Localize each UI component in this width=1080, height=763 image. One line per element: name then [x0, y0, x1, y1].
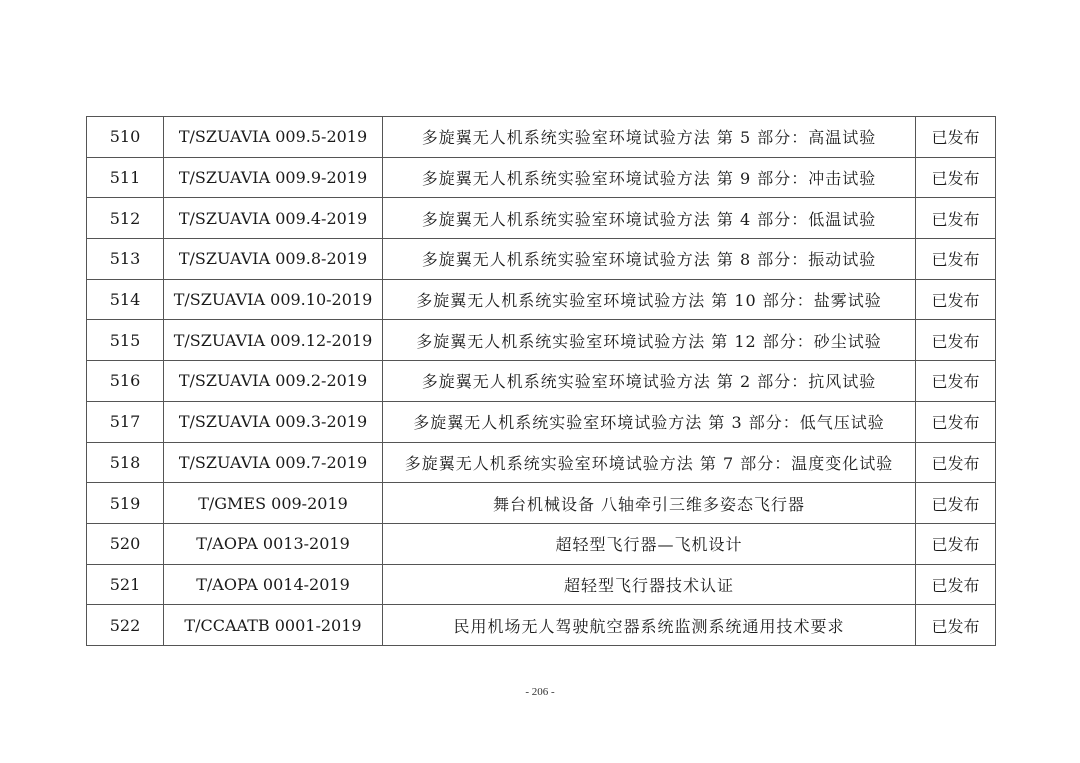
standard-title: 民用机场无人驾驶航空器系统监测系统通用技术要求	[383, 605, 916, 646]
standard-title: 多旋翼无人机系统实验室环境试验方法 第 7 部分：温度变化试验	[383, 442, 916, 483]
table-row	[87, 279, 996, 320]
row-number: 520	[87, 523, 164, 564]
row-number: 514	[87, 279, 164, 320]
status-cell: 已发布	[916, 361, 996, 402]
status-cell: 已发布	[916, 483, 996, 524]
standard-title: 多旋翼无人机系统实验室环境试验方法 第 9 部分：冲击试验	[383, 157, 916, 198]
standard-code: T/SZUAVIA 009.8-2019	[164, 239, 383, 280]
status-cell: 已发布	[916, 442, 996, 483]
standard-title: 多旋翼无人机系统实验室环境试验方法 第 2 部分：抗风试验	[383, 361, 916, 402]
status-cell: 已发布	[916, 523, 996, 564]
standard-code: T/AOPA 0014-2019	[164, 564, 383, 605]
standard-code: T/AOPA 0013-2019	[164, 523, 383, 564]
standards-table-body	[87, 117, 996, 646]
row-number: 513	[87, 239, 164, 280]
standard-title: 舞台机械设备 八轴牵引三维多姿态飞行器	[383, 483, 916, 524]
table-row	[87, 239, 996, 280]
status-cell: 已发布	[916, 320, 996, 361]
standard-code: T/SZUAVIA 009.2-2019	[164, 361, 383, 402]
table-row	[87, 157, 996, 198]
standard-code: T/SZUAVIA 009.9-2019	[164, 157, 383, 198]
table-row	[87, 605, 996, 646]
row-number: 519	[87, 483, 164, 524]
standard-title: 多旋翼无人机系统实验室环境试验方法 第 4 部分：低温试验	[383, 198, 916, 239]
standard-title: 多旋翼无人机系统实验室环境试验方法 第 3 部分：低气压试验	[383, 401, 916, 442]
standard-title: 多旋翼无人机系统实验室环境试验方法 第 12 部分：砂尘试验	[383, 320, 916, 361]
table-row	[87, 361, 996, 402]
row-number: 518	[87, 442, 164, 483]
standard-code: T/SZUAVIA 009.7-2019	[164, 442, 383, 483]
standards-table	[86, 116, 996, 646]
row-number: 522	[87, 605, 164, 646]
standard-title: 超轻型飞行器—飞机设计	[383, 523, 916, 564]
status-cell: 已发布	[916, 401, 996, 442]
row-number: 512	[87, 198, 164, 239]
table-row	[87, 523, 996, 564]
row-number: 517	[87, 401, 164, 442]
table-row	[87, 320, 996, 361]
standard-code: T/SZUAVIA 009.3-2019	[164, 401, 383, 442]
row-number: 511	[87, 157, 164, 198]
status-cell: 已发布	[916, 117, 996, 158]
standard-title: 超轻型飞行器技术认证	[383, 564, 916, 605]
table-row	[87, 117, 996, 158]
status-cell: 已发布	[916, 279, 996, 320]
page-number: - 206 -	[525, 686, 555, 698]
status-cell: 已发布	[916, 239, 996, 280]
status-cell: 已发布	[916, 605, 996, 646]
table-row	[87, 442, 996, 483]
status-cell: 已发布	[916, 157, 996, 198]
table-row	[87, 564, 996, 605]
row-number: 515	[87, 320, 164, 361]
standard-title: 多旋翼无人机系统实验室环境试验方法 第 8 部分：振动试验	[383, 239, 916, 280]
row-number: 510	[87, 117, 164, 158]
standard-code: T/SZUAVIA 009.10-2019	[164, 279, 383, 320]
standard-code: T/SZUAVIA 009.5-2019	[164, 117, 383, 158]
status-cell: 已发布	[916, 564, 996, 605]
table-row	[87, 198, 996, 239]
standard-code: T/SZUAVIA 009.12-2019	[164, 320, 383, 361]
row-number: 521	[87, 564, 164, 605]
standard-code: T/SZUAVIA 009.4-2019	[164, 198, 383, 239]
table-row	[87, 483, 996, 524]
standard-code: T/CCAATB 0001-2019	[164, 605, 383, 646]
status-cell: 已发布	[916, 198, 996, 239]
standard-title: 多旋翼无人机系统实验室环境试验方法 第 10 部分：盐雾试验	[383, 279, 916, 320]
standard-title: 多旋翼无人机系统实验室环境试验方法 第 5 部分：高温试验	[383, 117, 916, 158]
standard-code: T/GMES 009-2019	[164, 483, 383, 524]
row-number: 516	[87, 361, 164, 402]
table-row	[87, 401, 996, 442]
